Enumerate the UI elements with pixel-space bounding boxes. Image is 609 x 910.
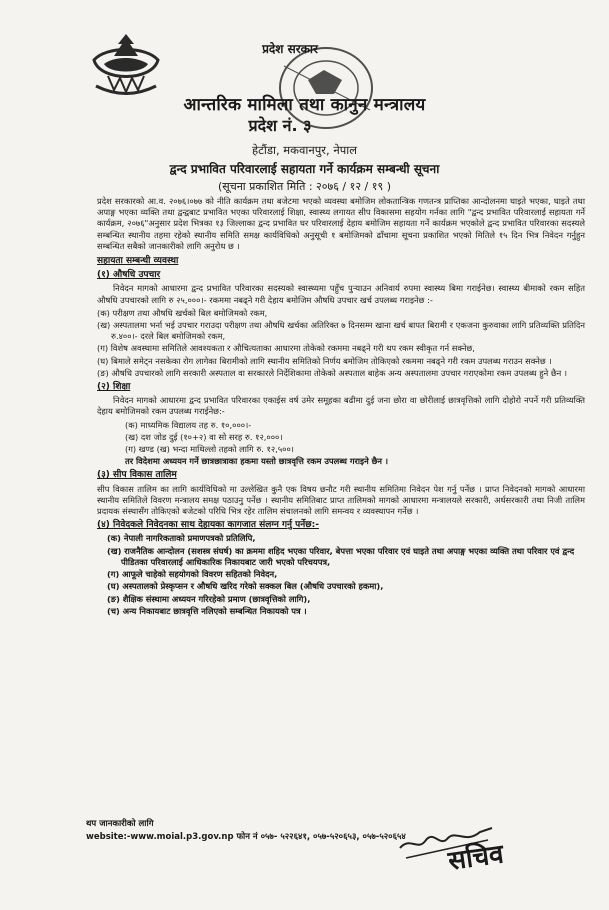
nepal-emblem-icon xyxy=(86,30,166,100)
list-item: (ग) आफूले चाहेको सहयोगको विवरण सहितको निवेदन, xyxy=(107,569,278,580)
list-item: (ख) अस्पतालमा भर्ना भई उपचार गराउदा परीक्षण तथा औषधि खर्चका अतिरिक्त ७ दिनसम्म खाना खर्च बापत बिरामी र एकजना कुरुवाका लागि प्रतिव्यक्ति प्रतिदिन रु.४००।- दरले बिल बमोजिमको रकम, xyxy=(97,320,585,342)
section-3-title: (३) सीप विकास तालिम xyxy=(97,470,177,481)
list-item: (ख) राजनैतिक आन्दोलन (सशस्त्र संघर्ष) का क्रममा शहिद भएका परिवार, बेपत्ता भएका परिवार एवं घाइते तथा अपाङ्ग भएका व्यक्ति तथा परिवार एवं द्वन्द पीडितका परिवारलाई आधिकारिक निकायबाट जारी भएको परिचयपत्र, xyxy=(107,545,575,567)
list-item: (ग) विशेष अवस्थामा समितिले आवश्यकता र औचित्यताका आधारमा तोकेको रकममा नबढ्ने गरी थप रकम स्वीकृत गर्न सक्नेछ, xyxy=(97,343,475,354)
stamp-text: प्रदेश सरकार xyxy=(262,42,318,56)
publish-date: (सूचना प्रकाशित मिति : २०७६ / १२ / १९ ) xyxy=(217,180,391,193)
section-1-paragraph: निवेदन मागको आधारमा द्वन्द प्रभावित परिवारका सदस्यको स्वास्थ्यमा पहुँच पुऱ्याउन अनिवार्य रुपमा स्वास्थ्य बिमा गराईनेछ। स्वास्थ्य बीमाको रकम सहित औषधि उपचारको लागि रु २५,०००।- रकममा नबढ्ने गरी देहाय बमोजिम औषधि उपचार खर्च उपलब्ध गराइनेछ :- xyxy=(97,283,585,305)
office-location: हेटौंडा, मकवानपुर, नेपाल xyxy=(251,143,358,157)
contact-footer xyxy=(86,818,406,844)
section-4-title: (४) निवेदकले निवेदनका साथ देहायका कागजात संलग्न गर्नु पर्नेछ:- xyxy=(97,520,319,531)
section-2-note: तर विदेशमा अध्ययन गर्ने छात्रछात्राका हकमा यस्तो छात्रवृत्ति रकम उपलब्ध गराइने छैन । xyxy=(125,456,389,467)
list-item: (क) परीक्षण तथा औषधि खर्चको बिल बमोजिमको रकम, xyxy=(97,307,268,318)
section-2-paragraph: निवेदन मागको आधारमा द्वन्द प्रभावित परिवारका एकाईस वर्ष उमेर समूहका बढीमा दुई जना छोरा वा छोरीलाई छात्रवृत्तिको लागि दोहोरो नपर्ने गरी प्रतिव्यक्ति देहाय बमोजिमको रकम उपलब्ध गराईनेछ:- xyxy=(97,395,585,417)
province-name: प्रदेश नं. ३ xyxy=(248,116,312,135)
intro-paragraph: प्रदेश सरकारको आ.व. २०७६।०७७ को नीति कार्यक्रम तथा बजेटमा भएको व्यवस्था बमोजिम लोकतान्त्रिक गणतन्त्र प्राप्तिका आन्दोलनमा घाइते भएका, घाइते तथा अपाङ्ग भएका व्यक्ति तथा द्वन्द्वबाट प्रभावित भएका परिवारलाई शिक्षा, स्वास्थ्य लगायत सीप विकासमा सहयोग गर्नका लागि "द्वन्द प्रभावित परिवारलाई सहायता गर्ने कार्यक्रम, २०७६"अनुसार प्रदेश भित्रका १३ जिल्लाका द्वन्द प्रभावित घर परिवारलाई देहाय बमोजिम सहायता गर्ने कार्यक्रम भएकोले द्वन्द प्रभावित परिवारका सदस्यले सम्बन्धित स्थानीय तहमा रहेको स्थानीय समिति समक्ष कार्यविधिको अनुसूची १ बमोजिमको ढाँचामा सूचना प्रकाशित भएको मितिले १५ दिन भित्र निवेदन गर्नुहुन सम्बन्धित सबैको जानकारीको लागि अनुरोध छ । xyxy=(97,196,585,251)
list-item: (क) माध्यमिक विद्यालय तह रु. १०,०००।- xyxy=(125,419,252,430)
footer-label: थप जानकारीको लागि xyxy=(86,819,154,829)
notice-body xyxy=(97,196,585,618)
list-item: (घ) बिमाले समेट्न नसकेका रोग लागेका बिरामीको लागि स्थानीय समितिको निर्णय बमोजिम तोकिएको रकममा नबढ्ने गरी रकम उपलब्ध गराउन सक्नेछ । xyxy=(97,355,552,366)
section-heading: सहायता सम्बन्धी व्यवस्था xyxy=(97,256,179,267)
section-2-title: (२) शिक्षा xyxy=(97,382,131,393)
list-item: (ङ) शैक्षिक संस्थामा अध्ययन गरिरहेको प्रमाण (छात्रवृत्तिको लागि), xyxy=(107,593,311,604)
signatory-title: सचिव xyxy=(446,839,506,877)
ministry-name: आन्तरिक मामिला तथा कानुन मन्त्रालय xyxy=(183,95,426,115)
list-item: (ग) खण्ड (ख) भन्दा माथिल्लो तहको लागि रु. १२,५००। xyxy=(125,444,294,455)
section-3-paragraph: सीप विकास तालिम का लागि कार्यविधिको मा उल्लेखित कुनै एक विषय छनौट गरी स्थानीय समितिमा निवेदन पेश गर्नु पर्नेछ । प्राप्त निवेदनको मागको आधारमा स्थानीय समितिले विवरण मन्त्रालय समक्ष पठाउनु पर्नेछ । स्थानीय समितिबाट प्राप्त तालिमको मागको आधारमा मन्त्रालयले सरकारी, अर्धसरकारी तथा निजी तालिम प्रदायक संस्थासँग तोकिएको बजेटको परिधि भित्र रहेर तालिम संचालनको लागि समन्वय र व्यवस्थापन गर्नेछ । xyxy=(97,483,585,517)
notice-title: द्वन्द प्रभावित परिवारलाई सहायता गर्ने कार्यक्रम सम्बन्धी सूचना xyxy=(169,162,440,176)
list-item: (ख) दश जोड दुई (१०+२) वा सो सरह रु. १२,०००। xyxy=(125,431,283,442)
list-item: (ङ) औषधि उपचारको लागि सरकारी अस्पताल वा सरकारले निर्देशिकामा तोकेको अस्पताल बाहेक अन्य अस्पतालमा उपचार गराएकोमा रकम उपलब्ध हुने छैन । xyxy=(97,367,568,378)
list-item: (च) अन्य निकायबाट छात्रवृत्ति नलिएको सम्बन्धित निकायको पत्र । xyxy=(107,605,307,616)
footer-contact: website:-www.moial.p3.gov.np फोन नं ०५७- ५२२६४१, ०५७-५२०६५३, ०५७-५२०६५४ xyxy=(86,832,406,842)
section-1-title: (१) औषधि उपचार xyxy=(97,270,161,281)
list-item: (क) नेपाली नागरिकताको प्रमाणपत्रको प्रतिलिपि, xyxy=(107,533,256,544)
list-item: (घ) अस्पतालको प्रेस्कृप्सन र औषधि खरिद गरेको सक्कल बिल (औषधि उपचारको हकमा), xyxy=(107,581,384,592)
